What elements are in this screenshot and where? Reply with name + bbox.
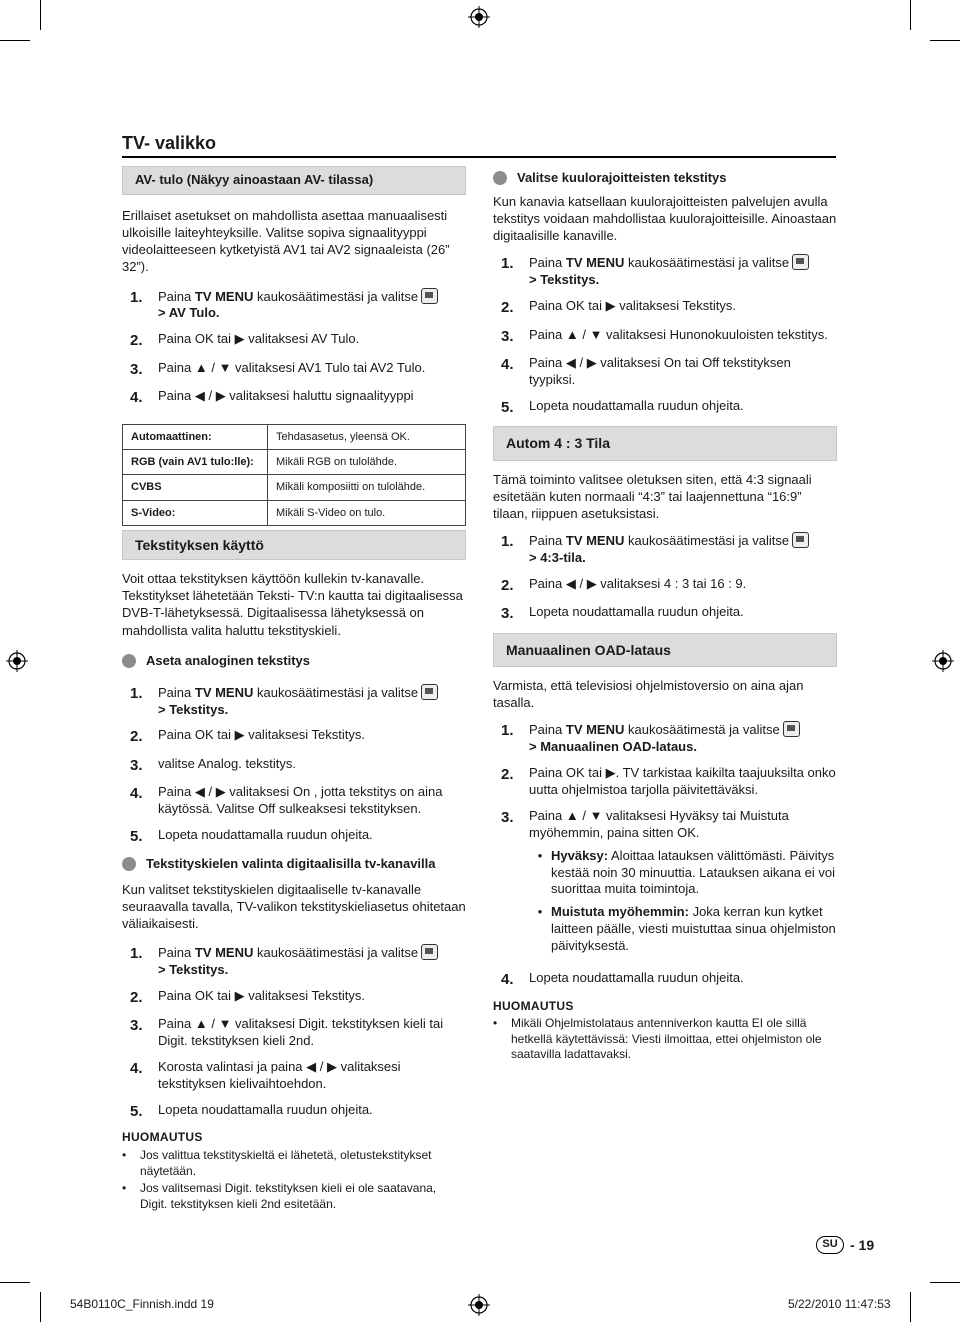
page-number: - 19 — [850, 1237, 875, 1253]
step: 1. Paina TV MENU kaukosäätimestäsi ja valitse > 4:3-tila. — [493, 532, 837, 567]
tv-menu-icon — [783, 721, 800, 737]
crop-mark — [930, 1282, 960, 1283]
note-item: • Mikäli Ohjelmistolataus antenniverkon kautta EI ole sillä hetkellä käytettävissä: Viesti ilmoittaa, ettei ohjelmiston ole saatavilla ladattavaksi. — [493, 1016, 822, 1062]
bullet-dot-icon — [493, 171, 507, 185]
note-title: HUOMAUTUS — [122, 1130, 203, 1145]
bullet-dot-icon — [122, 857, 136, 871]
crop-mark — [930, 40, 960, 41]
crop-mark — [40, 0, 41, 30]
oad-steps — [493, 721, 837, 989]
digital-language-heading: Tekstityskielen valinta digitaalisilla tv-kanavilla — [122, 856, 466, 873]
footer-timestamp: 5/22/2010 11:47:53 — [788, 1297, 891, 1311]
step: 3. valitse Analog. tekstitys. — [130, 755, 297, 774]
crop-mark — [910, 1292, 911, 1322]
crop-mark — [0, 1282, 30, 1283]
step: 3. Lopeta noudattamalla ruudun ohjeita. — [501, 604, 744, 623]
av-input-heading: AV- tulo (Näkyy ainoastaan AV- tilassa) — [122, 166, 466, 195]
crop-mark — [910, 0, 911, 30]
step: 3. Paina ▲ / ▼ valitaksesi Hunonokuuloisten tekstitys. — [501, 326, 828, 345]
digital-language-intro: Kun valitset tekstityskielen digitaaliselle tv-kanavalle seuraavalla tavalla, TV-valikon tekstityskieliasetus ohitetaan väliaikaisesti. — [122, 881, 466, 931]
subtitle-usage-heading: Tekstityksen käyttö — [122, 530, 466, 560]
bullet-dot-icon — [122, 654, 136, 668]
tv-menu-icon — [421, 684, 438, 700]
step: 2. Paina OK tai ▶ valitaksesi Tekstitys. — [130, 727, 366, 746]
manual-oad-heading: Manuaalinen OAD-lataus — [493, 633, 837, 667]
oad-options — [529, 848, 837, 955]
step: 2. Paina OK tai ▶ valitaksesi Tekstitys. — [130, 987, 366, 1006]
registration-mark-icon — [6, 650, 28, 672]
subtitle-usage-intro: Voit ottaa tekstityksen käyttöön kullekin tv-kanavalle. Tekstitykset lähetetään Teksti- TV:n kautta tai digitaalisessa DVB-T-lähetyksessä. Digitaalisessa lähetyksessä on mahdollista valita haluttu tekstityskieli. — [122, 571, 463, 638]
hoh-steps — [493, 254, 837, 417]
step: 5. Lopeta noudattamalla ruudun ohjeita. — [130, 827, 373, 846]
manual-oad-intro: Varmista, että televisiosi ohjelmistoversio on aina ajan tasalla. — [493, 678, 804, 711]
step: 1. Paina TV MENU kaukosäätimestäsi ja valitse > AV Tulo. — [122, 288, 466, 323]
title-rule — [122, 156, 836, 158]
av-input-steps — [122, 288, 466, 408]
step: 2. Paina ◀ / ▶ valitaksesi 4 : 3 tai 16 : 9. — [501, 575, 747, 594]
crop-mark — [0, 40, 30, 41]
list-item: • Muistuta myöhemmin: Joka kerran kun kytket laitteen päälle, viesti muistuttaa sinua ohjelmiston päivityksestä. — [537, 904, 836, 954]
registration-mark-icon — [468, 6, 490, 28]
analog-steps — [122, 684, 466, 847]
step: 5. Lopeta noudattamalla ruudun ohjeita. — [501, 397, 744, 416]
step: 2. Paina OK tai ▶ valitaksesi Tekstitys. — [501, 298, 737, 317]
page-title: TV- valikko — [122, 133, 217, 153]
table-row: Automaattinen: Tehdasasetus, yleensä OK. — [123, 424, 466, 449]
signal-type-table — [122, 424, 466, 526]
auto-43-heading: Autom 4 : 3 Tila — [493, 426, 837, 460]
auto-43-steps — [493, 532, 837, 624]
tv-menu-icon — [421, 288, 438, 304]
tv-menu-icon — [792, 254, 809, 270]
note-item: • Jos valitsemasi Digit. tekstityksen kieli ei ole saatavana, Digit. tekstityksen kieli 2nd esitetään. — [122, 1181, 437, 1211]
registration-mark-icon — [468, 1294, 490, 1316]
step: 4. Paina ◀ / ▶ valitaksesi haluttu signaalityyppi — [130, 388, 414, 407]
table-row: CVBS Mikäli komposiitti on tulolähde. — [123, 475, 466, 500]
step: 1. Paina TV MENU kaukosäätimestä ja valitse > Manuaalinen OAD-lataus. — [493, 721, 837, 756]
language-badge: SU — [816, 1236, 844, 1254]
crop-mark — [40, 1292, 41, 1322]
step: 3. Paina ▲ / ▼ valitaksesi Hyväksy tai Muistuta myöhemmin, paina sitten OK. • Hyväksy: Aloittaa latauksen välittömästi. Päivitys kestää noin 30 minuuttia. Latauksen aikana ei voi suorittaa muita toimintoja. • Muistuta myöhemmin: Joka kerran kun kytket laitteen päälle, viesti muistuttaa sinua ohjelmiston päivityksestä. — [501, 807, 836, 954]
note-item: • Jos valittua tekstityskieltä ei lähetetä, oletustekstitykset näytetään. — [122, 1148, 432, 1178]
note-title: HUOMAUTUS — [493, 998, 574, 1013]
step: 4. Lopeta noudattamalla ruudun ohjeita. — [501, 970, 744, 989]
registration-mark-icon — [932, 650, 954, 672]
step: 3. Paina ▲ / ▼ valitaksesi AV1 Tulo tai AV2 Tulo. — [130, 359, 426, 378]
step: 4. Paina ◀ / ▶ valitaksesi On tai Off tekstityksen tyypiksi. — [501, 355, 791, 388]
footer-filename: 54B0110C_Finnish.indd 19 — [70, 1297, 214, 1311]
table-row: RGB (vain AV1 tulo:lle): Mikäli RGB on tulolähde. — [123, 450, 466, 475]
analog-subtitle-heading: Aseta analoginen tekstitys — [122, 653, 466, 670]
step: 5. Lopeta noudattamalla ruudun ohjeita. — [130, 1101, 373, 1120]
step: 2. Paina OK tai ▶ valitaksesi AV Tulo. — [130, 331, 360, 350]
hoh-intro: Kun kanavia katsellaan kuulorajoitteisten palvelujen avulla tekstitys voidaan mahdollistaa kuulorajoitteisille. Ainoastaan digitaalisille kanaville. — [493, 193, 837, 244]
step: 2. Paina OK tai ▶. TV tarkistaa kaikilta taajuuksilta onko uutta ohjelmistoa tarjolla päivitettäväksi. — [501, 765, 836, 798]
step: 1. Paina TV MENU kaukosäätimestäsi ja valitse > Tekstitys. — [493, 254, 837, 289]
step: 1. Paina TV MENU kaukosäätimestäsi ja valitse > Tekstitys. — [122, 684, 466, 719]
tv-menu-icon — [421, 944, 438, 960]
auto-43-intro: Tämä toiminto valitsee oletuksen siten, että 4:3 signaali esitetään kuten normaali “4:3” tai laajennettuna “16:9” tilaan, riippuen asetuksistasi. — [493, 471, 812, 521]
step: 4. Korosta valintasi ja paina ◀ / ▶ valitaksesi tekstityksen kielivaihtoehdon. — [130, 1059, 401, 1092]
list-item: • Hyväksy: Aloittaa latauksen välittömästi. Päivitys kestää noin 30 minuuttia. Latauksen aikana ei voi suorittaa muita toimintoja. — [537, 847, 836, 897]
hoh-subtitle-heading: Valitse kuulorajoitteisten tekstitys — [493, 170, 837, 187]
left-column — [122, 166, 466, 1212]
right-column — [493, 166, 837, 1063]
step: 3. Paina ▲ / ▼ valitaksesi Digit. tekstityksen kieli tai Digit. tekstityksen kieli 2nd. — [130, 1016, 444, 1049]
language-steps — [122, 944, 466, 1121]
step: 4. Paina ◀ / ▶ valitaksesi On , jotta tekstitys on aina käytössä. Valitse Off sulkeaksesi tekstityksen. — [130, 784, 443, 817]
table-row: S-Video: Mikäli S-Video on tulo. — [123, 500, 466, 525]
av-input-intro: Erillaiset asetukset on mahdollista asettaa manuaalisesti ulkoisille laiteyhteyksille. Valitse sopiva signaalityyppi videolaitteeseen kytketyistä AV1 tai AV2 signaaleista (26” 32”). — [122, 207, 450, 275]
tv-menu-icon — [792, 532, 809, 548]
step: 1. Paina TV MENU kaukosäätimestäsi ja valitse > Tekstitys. — [122, 944, 466, 979]
